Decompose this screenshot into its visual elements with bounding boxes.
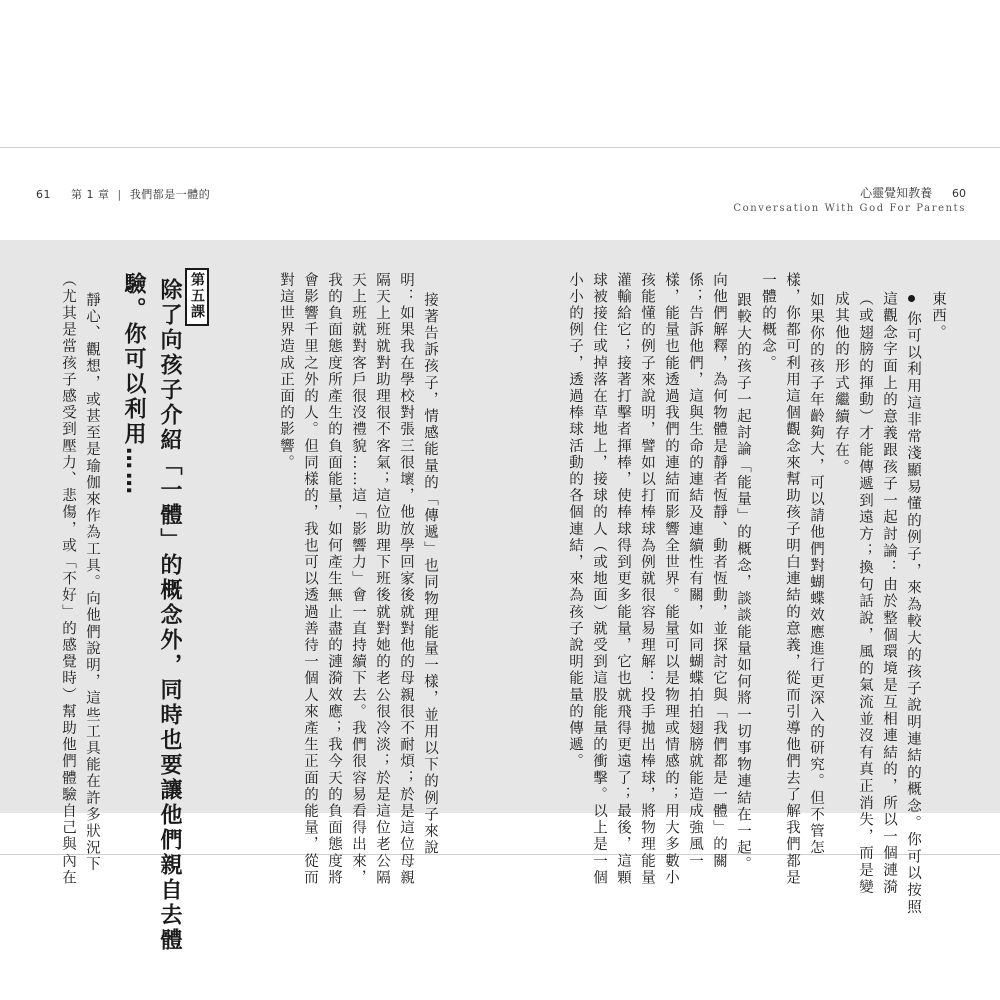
text-column: 隔天上班就對助理很不客氣；這位助理下班後就對她的老公很冷淡；於是這位老公隔 [374, 272, 390, 887]
text-column: 天上班就對客戶很沒禮貌……這「影響力」會一直持續下去。我們很容易看得出來， [350, 272, 366, 887]
text-column: 灌輸給它；接著打擊者揮棒，使棒球得到更多能量，它也就飛得更遠了；最後，這顆 [615, 272, 631, 887]
text-column: 跟較大的孩子一起討論「能量」的概念，談談能量如何將一切事物連結在一起。 [735, 292, 751, 873]
text-column: 接著告訴孩子，情感能量的「傳遞」也同物理能量一樣，並用以下的例子來說 [422, 292, 438, 857]
text-column: 成其他的形式繼續存在。 [833, 291, 849, 476]
lesson-label: 第五課 [189, 272, 205, 320]
text-column: 會影響千里之外的人。但同樣的，我也可以透過善待一個人來產生正面的能量，從而 [302, 272, 318, 887]
right-book-title: 心靈覺知教養 [860, 186, 933, 200]
left-chapter-title: 我們都是一體的 [129, 188, 211, 201]
text-column: 靜心、觀想，或甚至是瑜伽來作為工具。向他們說明，這些工具能在許多狀況下 [84, 292, 100, 873]
text-column: 明：如果我在學校對張三很壞，他放學回家後就對他的母親很不耐煩；於是這位母親 [398, 272, 414, 887]
bullet-icon [908, 295, 915, 302]
text-column: 向他們解釋，為何物體是靜者恆靜、動者恆動，並探討它與「我們都是一體」的關 [711, 272, 727, 870]
header-divider: | [117, 188, 122, 201]
text-column: 這觀念字面上的意義跟孩子一起討論：由於整個環境是互相連結的，所以一個漣漪 [881, 291, 897, 896]
text-column: （尤其是當孩子感受到壓力、悲傷，或「不好」的感覺時）幫助他們體驗自己與內在 [60, 272, 76, 887]
right-book-subtitle: Conversation With God For Parents [733, 203, 966, 214]
left-chapter-label: 第 1 章 [71, 188, 110, 201]
text-column: 東西。 [930, 291, 946, 342]
text-column: 小小的例子，透過棒球活動的各個連結，來為孩子說明能量的傳遞。 [567, 272, 583, 770]
text-column: 我的負面態度所產生的負面能量，如何產生無止盡的漣漪效應；我今天的負面態度將 [326, 272, 342, 887]
text-column: 孩能懂的例子來說明，譬如以打棒球為例就很容易理解：投手拋出棒球，將物理能量 [639, 272, 655, 887]
left-page-header [36, 186, 210, 202]
right-page-header [733, 184, 966, 214]
lesson-heading: 驗。你可以利用…… [121, 272, 146, 497]
left-page-number: 61 [36, 188, 51, 201]
text-column: 樣，能量也能透過我們的連結而影響全世界。能量可以是物理或情感的；用大多數小 [663, 272, 679, 887]
text-column: （或翅膀的揮動）才能傳遞到遠方；換句話說，風的氣流並沒有真正消失，而是變 [857, 291, 873, 896]
text-column: 你可以利用這非常淺顯易懂的例子，來為較大的孩子說明連結的概念。你可以按照 [905, 311, 921, 916]
lesson-heading: 除了向孩子介紹「一體」的概念外，同時也要讓他們親自去體 [157, 278, 182, 953]
text-column: 一體的概念。 [760, 272, 776, 372]
text-column: 對這世界造成正面的影響。 [278, 272, 294, 472]
right-page-number: 60 [952, 187, 966, 200]
text-column: 係；告訴他們，這與生命的連結及連續性有關，如同蝴蝶拍拍翅膀就能造成強風一 [687, 272, 703, 870]
text-column: 球被接住或掉落在草地上，接球的人（或地面）就受到這股能量的衝擊。以上是一個 [591, 272, 607, 887]
text-column: 如果你的孩子年齡夠大，可以請他們對蝴蝶效應進行更深入的研究。但不管怎 [808, 292, 824, 857]
text-column: 樣，你都可利用這個觀念來幫助孩子明白連結的意義，從而引導他們去了解我們都是 [784, 272, 800, 887]
